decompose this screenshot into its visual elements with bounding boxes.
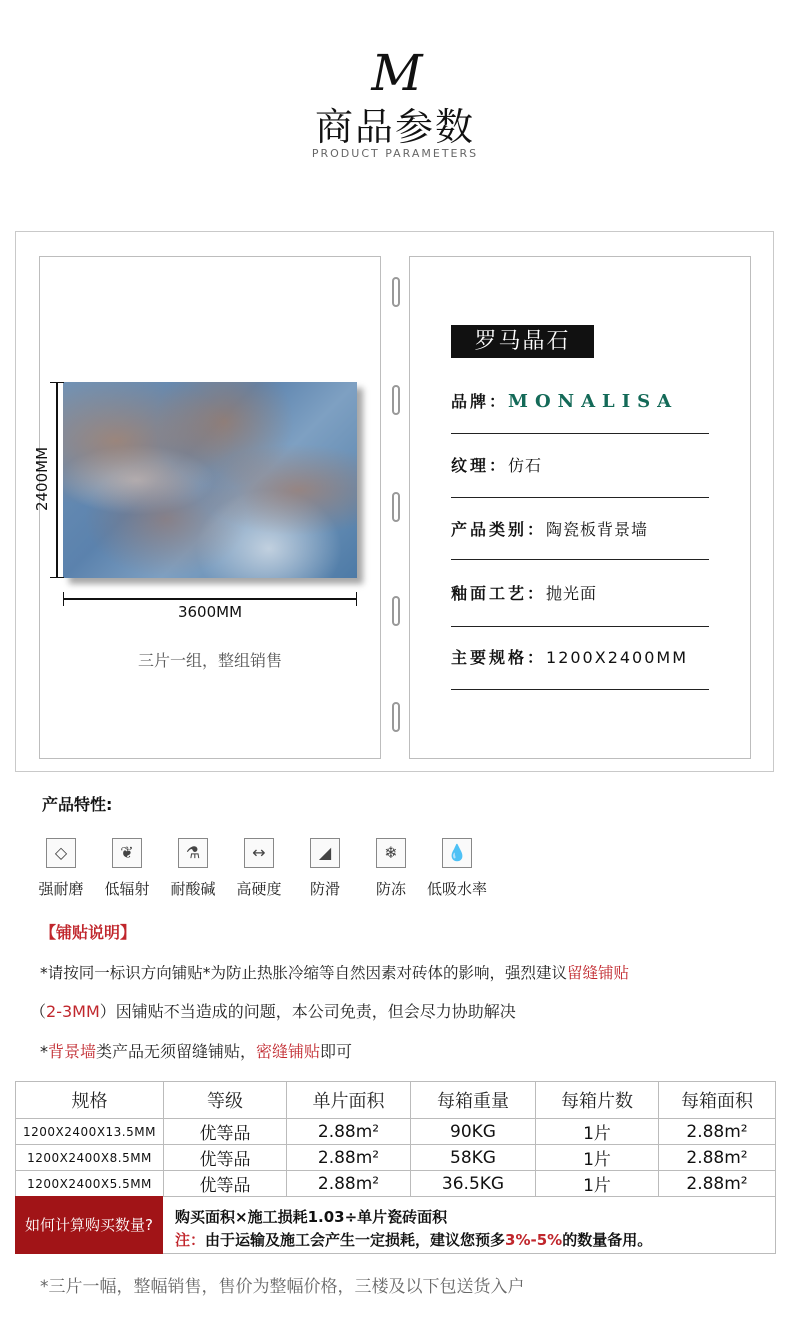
table-header-cell: 每箱重量 [411, 1082, 536, 1119]
tile-sample-image [63, 382, 357, 578]
feature-label: 低吸水率 [427, 880, 488, 898]
product-name: 罗马晶石 [451, 325, 594, 358]
table-cell: 90KG [411, 1119, 536, 1145]
calc-note [175, 1229, 652, 1250]
feature-item [163, 838, 223, 899]
table-row [16, 1119, 776, 1145]
spec-texture [451, 455, 709, 477]
guide-highlight: 背景墙 [48, 1042, 97, 1061]
table-cell: 优等品 [164, 1119, 287, 1145]
table-cell: 2.88m² [659, 1171, 776, 1197]
feature-label: 防滑 [309, 880, 340, 898]
spec-table [15, 1081, 776, 1197]
guide-highlight: 2-3MM [46, 1002, 100, 1021]
binder-ring [392, 596, 400, 626]
guide-text: （ [30, 1002, 47, 1021]
divider [451, 626, 709, 627]
feature-label: 低辐射 [104, 880, 150, 898]
footer-note: *三片一幅，整幅销售，售价为整幅价格，三楼及以下包送货入户 [40, 1277, 525, 1297]
diamond-icon: ◇ [46, 838, 76, 868]
guide-text: *请按同一标识方向铺贴*为防止热胀冷缩等自然因素对砖体的影响，强烈建议 [40, 964, 568, 982]
hardness-icon: ↔ [244, 838, 274, 868]
snowflake-icon: ❄ [376, 838, 406, 868]
page-subtitle: PRODUCT PARAMETERS [311, 147, 479, 160]
table-cell: 58KG [411, 1145, 536, 1171]
feature-label: 强耐磨 [38, 880, 84, 898]
page-title: 商品参数 [314, 105, 475, 149]
feature-label: 高硬度 [236, 880, 282, 898]
spec-key: 纹理： [451, 456, 509, 475]
guide-text: 类产品无须留缝铺贴， [96, 1042, 257, 1061]
table-cell: 1片 [536, 1171, 659, 1197]
binder-ring [392, 492, 400, 522]
divider [451, 689, 709, 690]
installation-line-1 [40, 961, 629, 983]
spec-size [451, 647, 709, 669]
table-cell: 36.5KG [411, 1171, 536, 1197]
installation-line-2 [30, 999, 516, 1022]
spec-value: 仿石 [508, 456, 543, 475]
width-dimension-label: 3600MM [177, 603, 243, 621]
features-title: 产品特性: [42, 795, 113, 814]
feature-item [427, 838, 487, 899]
calc-formula: 购买面积×施工损耗1.03÷单片瓷砖面积 [175, 1208, 448, 1226]
calc-note-highlight: 3%-5% [505, 1231, 563, 1249]
divider [451, 559, 709, 560]
table-cell: 优等品 [164, 1171, 287, 1197]
brand-logo: M [371, 44, 419, 102]
feature-label: 耐酸碱 [170, 880, 216, 898]
table-row [16, 1171, 776, 1197]
feature-item [31, 838, 91, 899]
spec-value: 陶瓷板背景墙 [546, 520, 649, 539]
water-drop-icon: 💧 [442, 838, 472, 868]
width-dimension-line [63, 598, 357, 600]
table-row [16, 1145, 776, 1171]
table-cell: 1200X2400X5.5MM [16, 1171, 164, 1197]
quantity-calc-tag: 如何计算购买数量? [15, 1196, 163, 1254]
feature-item [229, 838, 289, 899]
calc-note-text: 的数量备用。 [562, 1231, 653, 1249]
height-dimension-label: 2400MM [33, 446, 51, 512]
table-cell: 2.88m² [287, 1145, 411, 1171]
brand-name: MONALISA [508, 391, 679, 412]
shoe-icon: ◢ [310, 838, 340, 868]
table-cell: 优等品 [164, 1145, 287, 1171]
table-cell: 2.88m² [287, 1171, 411, 1197]
spec-key: 产品类别： [451, 520, 547, 539]
calc-note-label: 注： [175, 1231, 206, 1249]
spec-value: 1200X2400MM [546, 648, 689, 667]
table-cell: 1200X2400X13.5MM [16, 1119, 164, 1145]
guide-highlight: 密缝铺贴 [256, 1042, 321, 1061]
divider [451, 497, 709, 498]
table-header-cell: 每箱片数 [536, 1082, 659, 1119]
spec-brand [451, 391, 709, 413]
calc-note-text: 由于运输及施工会产生一定损耗，建议您预多 [205, 1231, 506, 1249]
guide-text: ）因铺贴不当造成的问题，本公司免责，但会尽力协助解决 [99, 1002, 516, 1021]
feature-item [97, 838, 157, 899]
feature-item [361, 838, 421, 899]
spec-key: 主要规格： [451, 648, 547, 667]
table-cell: 2.88m² [659, 1145, 776, 1171]
table-cell: 1片 [536, 1119, 659, 1145]
feature-item [295, 838, 355, 899]
leaf-icon: ❦ [112, 838, 142, 868]
table-header-cell: 每箱面积 [659, 1082, 776, 1119]
spec-key: 品牌： [451, 392, 509, 411]
spec-category [451, 519, 709, 541]
binder-ring [392, 702, 400, 732]
height-dimension-line [56, 382, 58, 578]
acid-icon: ⚗ [178, 838, 208, 868]
set-sale-note: 三片一组，整组销售 [137, 651, 282, 670]
installation-title: 【铺贴说明】 [40, 923, 137, 942]
table-header-row [16, 1082, 776, 1119]
table-cell: 1片 [536, 1145, 659, 1171]
divider [451, 433, 709, 434]
guide-highlight: 留缝铺贴 [567, 964, 630, 982]
binder-ring [392, 385, 400, 415]
spec-key: 釉面工艺： [451, 584, 547, 603]
table-cell: 2.88m² [659, 1119, 776, 1145]
installation-line-3 [40, 1039, 352, 1062]
binder-ring [392, 277, 400, 307]
guide-text: * [40, 1042, 48, 1061]
spec-glaze [451, 583, 709, 605]
table-cell: 1200X2400X8.5MM [16, 1145, 164, 1171]
table-header-cell: 等级 [164, 1082, 287, 1119]
guide-text: 即可 [320, 1042, 353, 1061]
table-cell: 2.88m² [287, 1119, 411, 1145]
spec-value: 抛光面 [546, 584, 598, 603]
feature-label: 防冻 [375, 880, 406, 898]
table-header-cell: 规格 [16, 1082, 164, 1119]
table-header-cell: 单片面积 [287, 1082, 411, 1119]
